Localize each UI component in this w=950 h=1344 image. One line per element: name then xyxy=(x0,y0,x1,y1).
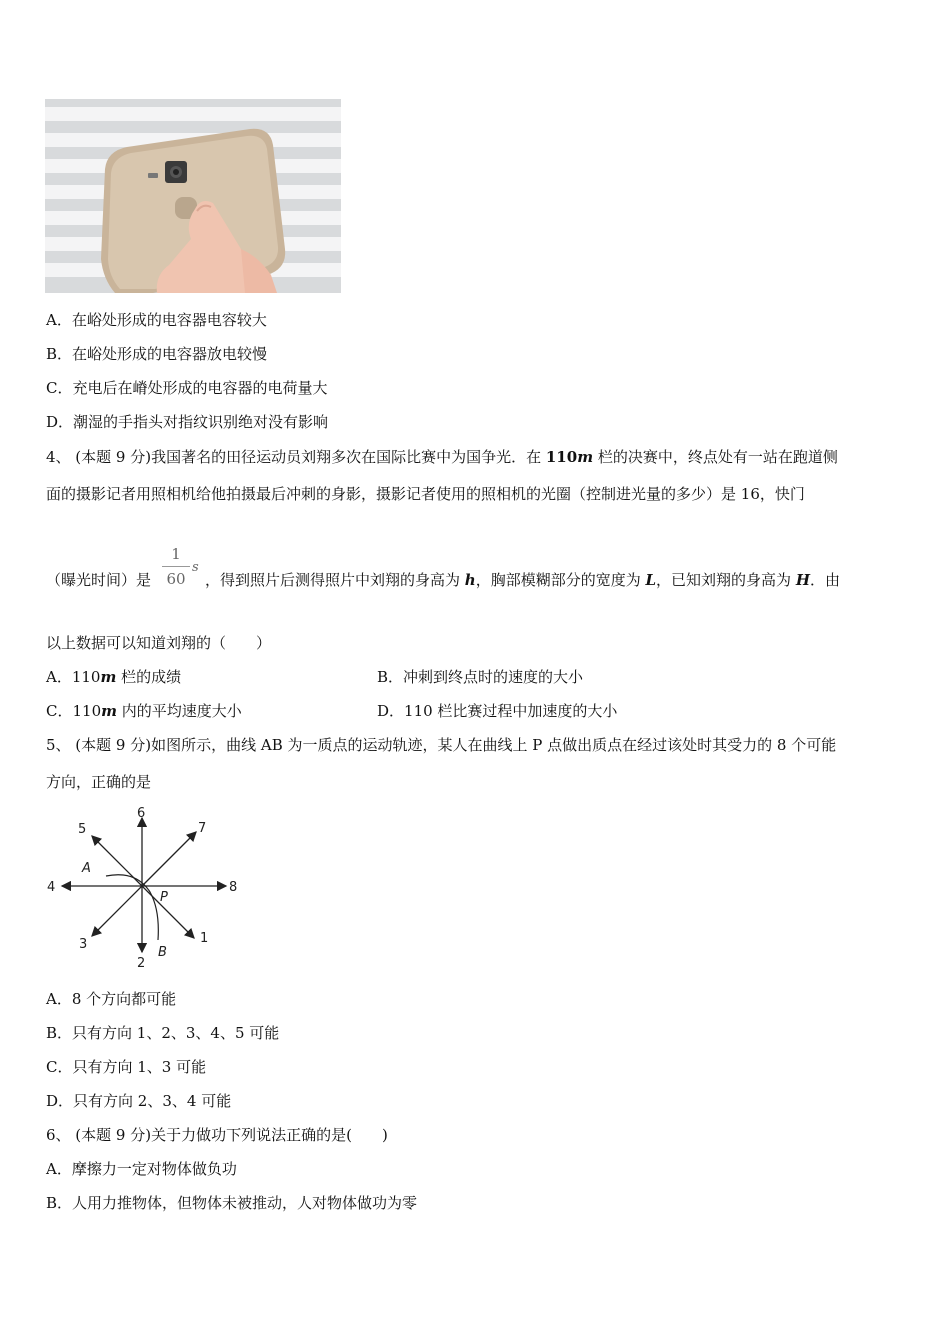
arrow-1 xyxy=(142,886,194,938)
q4-distance-unit: m xyxy=(577,448,594,466)
fraction-unit: s xyxy=(192,560,199,575)
arrow-7 xyxy=(142,832,196,886)
q4-line3-c: ，胸部模糊部分的宽度为 xyxy=(475,571,646,589)
q4-opt-c-post: 内的平均速度大小 xyxy=(116,702,242,720)
q5-option-a: A．8 个方向都可能 xyxy=(46,990,177,1008)
q3-option-b: B．在峪处形成的电容器放电较慢 xyxy=(46,345,268,363)
arrow-3 xyxy=(92,886,142,936)
var-h: h xyxy=(464,571,476,589)
q3-option-d: D．潮湿的手指头对指纹识别绝对没有影响 xyxy=(46,413,329,431)
q3-option-a: A．在峪处形成的电容器电容较大 xyxy=(46,311,267,329)
q5-stem-line2: 方向，正确的是 xyxy=(46,773,152,791)
q4-opt-c-pre: C．110 xyxy=(46,702,102,720)
fraction-numerator: 1 xyxy=(171,545,181,563)
trajectory-curve xyxy=(106,875,158,940)
q4-line3-d: ，已知刘翔的身高为 xyxy=(656,571,796,589)
q4-option-a xyxy=(46,667,181,687)
label-8: 8 xyxy=(229,880,238,895)
q5-option-b: B．只有方向 1、2、3、4、5 可能 xyxy=(46,1024,280,1042)
q6-option-a: A．摩擦力一定对物体做负功 xyxy=(46,1160,237,1178)
var-H: H xyxy=(795,571,810,589)
label-point-a: A xyxy=(82,861,91,876)
q4-opt-c-unit: m xyxy=(101,702,117,720)
q4-stem-line4: 以上数据可以知道刘翔的（ ） xyxy=(46,634,272,652)
q4-stem-line2: 面的摄影记者用照相机给他拍摄最后冲刺的身影，摄影记者使用的照相机的光圈（控制进光量的多少）是 16，快门 xyxy=(46,485,805,503)
q4-line3-e: ．由 xyxy=(810,571,841,589)
label-point-p: P xyxy=(160,890,168,905)
label-5: 5 xyxy=(78,822,87,837)
q4-option-b: B．冲刺到终点时的速度的大小 xyxy=(377,668,584,686)
q4-line3-b: ，得到照片后测得照片中刘翔的身高为 xyxy=(205,571,465,589)
q4-opt-a-post: 栏的成绩 xyxy=(116,668,182,686)
q5-option-c: C．只有方向 1、3 可能 xyxy=(46,1058,207,1076)
label-4: 4 xyxy=(47,880,56,895)
fraction-denominator: 60 xyxy=(166,570,186,588)
q4-stem-text-a: 4、 (本题 9 分)我国著名的田径运动员刘翔多次在国际比赛中为国争光．在 xyxy=(46,448,546,466)
q3-option-c: C．充电后在嵴处形成的电容器的电荷量大 xyxy=(46,379,328,397)
q4-opt-a-pre: A．110 xyxy=(46,668,101,686)
q4-line3-a: （曝光时间）是 xyxy=(46,571,152,589)
q6-option-b: B．人用力推物体，但物体未被推动，人对物体做功为零 xyxy=(46,1194,418,1212)
q4-stem-text-b: 栏的决赛中，终点处有一站在跑道侧 xyxy=(593,448,838,466)
q4-stem-line3 xyxy=(46,570,840,590)
label-2: 2 xyxy=(137,956,146,971)
label-6: 6 xyxy=(137,806,146,821)
fraction-bar xyxy=(162,566,190,567)
label-1: 1 xyxy=(200,931,209,946)
fingerprint-phone-photo xyxy=(45,99,341,293)
q6-stem: 6、 (本题 9 分)关于力做功下列说法正确的是( ) xyxy=(46,1126,388,1144)
force-direction-diagram xyxy=(40,800,250,975)
q5-option-d: D．只有方向 2、3、4 可能 xyxy=(46,1092,232,1110)
q5-stem-line1: 5、 (本题 9 分)如图所示，曲线 AB 为一质点的运动轨迹，某人在曲线上 P 点做出质点在经过该处时其受力的 8 个可能 xyxy=(46,736,837,754)
label-7: 7 xyxy=(198,821,207,836)
label-3: 3 xyxy=(79,937,88,952)
q4-option-d: D．110 栏比赛过程中加速度的大小 xyxy=(377,702,618,720)
q4-opt-a-unit: m xyxy=(100,668,117,686)
q4-distance-number: 110 xyxy=(545,448,578,466)
var-L: L xyxy=(645,571,657,589)
label-point-b: B xyxy=(158,945,167,960)
q4-option-c xyxy=(46,701,242,721)
q4-stem-line1 xyxy=(46,447,838,467)
